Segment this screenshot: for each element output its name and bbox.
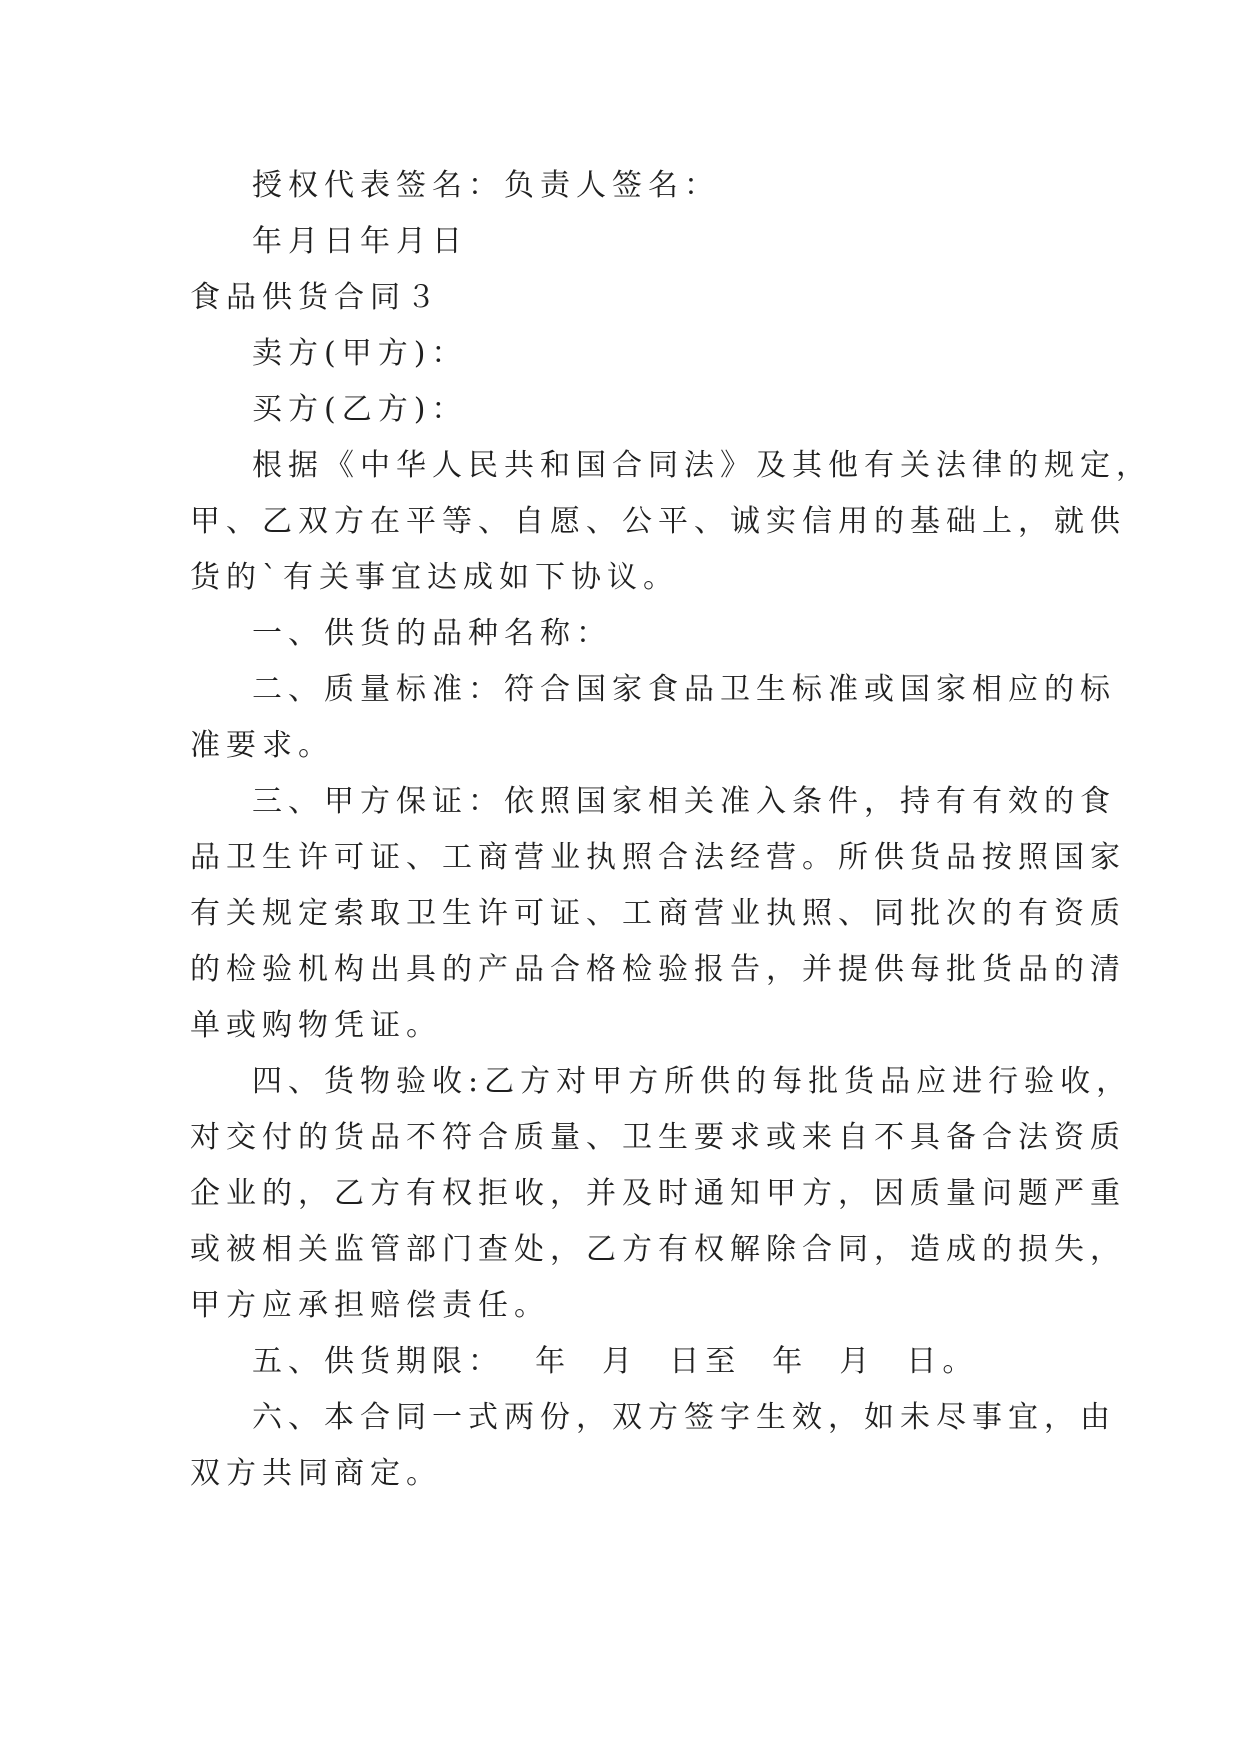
clause-3: 三、甲方保证：依照国家相关准入条件，持有有效的食 bbox=[252, 784, 1116, 819]
paragraph-line: 或被相关监管部门查处，乙方有权解除合同，造成的损失， bbox=[190, 1232, 1126, 1267]
paragraph-line: 甲、乙双方在平等、自愿、公平、诚实信用的基础上，就供 bbox=[190, 504, 1126, 539]
seller-line: 卖方(甲方)： bbox=[252, 336, 468, 371]
buyer-line: 买方(乙方)： bbox=[252, 392, 468, 427]
date-line: 年月日年月日 bbox=[252, 224, 468, 259]
paragraph-line: 对交付的货品不符合质量、卫生要求或来自不具备合法资质 bbox=[190, 1120, 1126, 1155]
paragraph-line: 品卫生许可证、工商营业执照合法经营。所供货品按照国家 bbox=[190, 840, 1126, 875]
paragraph-line: 企业的，乙方有权拒收，并及时通知甲方，因质量问题严重 bbox=[190, 1176, 1126, 1211]
paragraph-line: 的检验机构出具的产品合格检验报告，并提供每批货品的清 bbox=[190, 952, 1126, 987]
paragraph-line: 根据《中华人民共和国合同法》及其他有关法律的规定， bbox=[252, 448, 1152, 483]
contract-title: 食品供货合同３ bbox=[190, 280, 442, 315]
paragraph-line: 货的`有关事宜达成如下协议。 bbox=[190, 560, 679, 595]
paragraph-line: 甲方应承担赔偿责任。 bbox=[190, 1288, 550, 1323]
paragraph-line: 双方共同商定。 bbox=[190, 1456, 442, 1491]
paragraph-line: 准要求。 bbox=[190, 728, 334, 763]
clause-6: 六、本合同一式两份，双方签字生效，如未尽事宜，由 bbox=[252, 1400, 1116, 1435]
clause-4: 四、货物验收:乙方对甲方所供的每批货品应进行验收， bbox=[252, 1064, 1133, 1099]
signature-line: 授权代表签名：负责人签名： bbox=[252, 168, 720, 203]
paragraph-line: 单或购物凭证。 bbox=[190, 1008, 442, 1043]
clause-2: 二、质量标准：符合国家食品卫生标准或国家相应的标 bbox=[252, 672, 1116, 707]
clause-5: 五、供货期限： 年 月 日至 年 月 日。 bbox=[252, 1344, 979, 1379]
clause-1: 一、供货的品种名称： bbox=[252, 616, 612, 651]
paragraph-line: 有关规定索取卫生许可证、工商营业执照、同批次的有资质 bbox=[190, 896, 1126, 931]
